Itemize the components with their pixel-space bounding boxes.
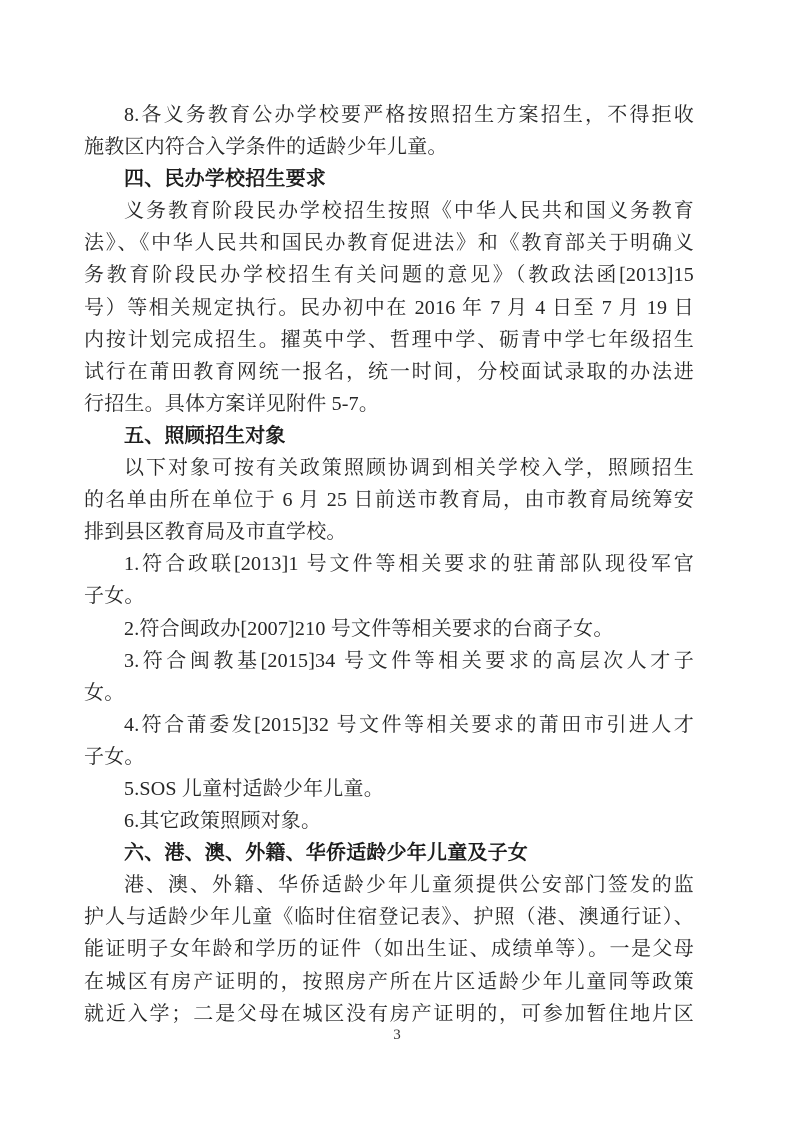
- section-heading-5: 五、照顾招生对象: [124, 424, 286, 447]
- page-number: 3: [393, 1027, 401, 1043]
- section-heading-6: 六、港、澳、外籍、华侨适龄少年儿童及子女: [124, 842, 528, 865]
- list-item-line: 1.符合政联[2013]1 号文件等相关要求的驻莆部队现役军官: [124, 553, 694, 576]
- paragraph-line: 义务教育阶段民办学校招生按照《中华人民共和国义务教育: [124, 200, 694, 223]
- list-item-line: 6.其它政策照顾对象。: [124, 810, 322, 833]
- paragraph-line: 在城区有房产证明的，按照房产所在片区适龄少年儿童同等政策: [84, 970, 694, 993]
- paragraph-line: 务教育阶段民办学校招生有关问题的意见》（教政法函[2013]15: [84, 264, 694, 287]
- paragraph-line: 8.各义务教育公办学校要严格按照招生方案招生，不得拒收: [124, 104, 694, 126]
- list-item-line: 2.符合闽政办[2007]210 号文件等相关要求的台商子女。: [124, 617, 614, 640]
- list-item-line: 5.SOS 儿童村适龄少年儿童。: [124, 777, 384, 800]
- section-heading-4: 四、民办学校招生要求: [124, 168, 326, 191]
- list-item-line: 3.符合闽教基[2015]34 号文件等相关要求的高层次人才子: [124, 649, 694, 672]
- paragraph-line: 排到县区教育局及市直学校。: [84, 521, 347, 544]
- page-content: [84, 99, 694, 1030]
- list-item-line: 4.符合莆委发[2015]32 号文件等相关要求的莆田市引进人才: [124, 713, 694, 736]
- paragraph-line: 以下对象可按有关政策照顾协调到相关学校入学，照顾招生: [124, 457, 694, 480]
- paragraph-line: 行招生。具体方案详见附件 5-7。: [84, 392, 380, 415]
- paragraph-line: 能证明子女年龄和学历的证件（如出生证、成绩单等）。一是父母: [84, 938, 694, 961]
- paragraph-line: 号）等相关规定执行。民办初中在 2016 年 7 月 4 日至 7 月 19 日: [84, 296, 694, 319]
- paragraph-line: 内按计划完成招生。擢英中学、哲理中学、砺青中学七年级招生: [84, 328, 694, 351]
- paragraph-line: 的名单由所在单位于 6 月 25 日前送市教育局，由市教育局统筹安: [84, 489, 694, 512]
- paragraph-line: 法》、《中华人民共和国民办教育促进法》和《教育部关于明确义: [84, 232, 694, 255]
- paragraph-line: 就近入学；二是父母在城区没有房产证明的，可参加暂住地片区: [84, 1002, 694, 1025]
- paragraph-line: 施教区内符合入学条件的适龄少年儿童。: [84, 136, 448, 159]
- list-item-line: 女。: [84, 681, 125, 704]
- list-item-line: 子女。: [84, 745, 145, 768]
- paragraph-line: 护人与适龄少年儿童《临时住宿登记表》、护照（港、澳通行证）、: [84, 906, 694, 929]
- paragraph-line: 试行在莆田教育网统一报名，统一时间，分校面试录取的办法进: [84, 360, 694, 383]
- list-item-line: 子女。: [84, 585, 145, 608]
- paragraph-line: 港、澳、外籍、华侨适龄少年儿童须提供公安部门签发的监: [124, 874, 694, 897]
